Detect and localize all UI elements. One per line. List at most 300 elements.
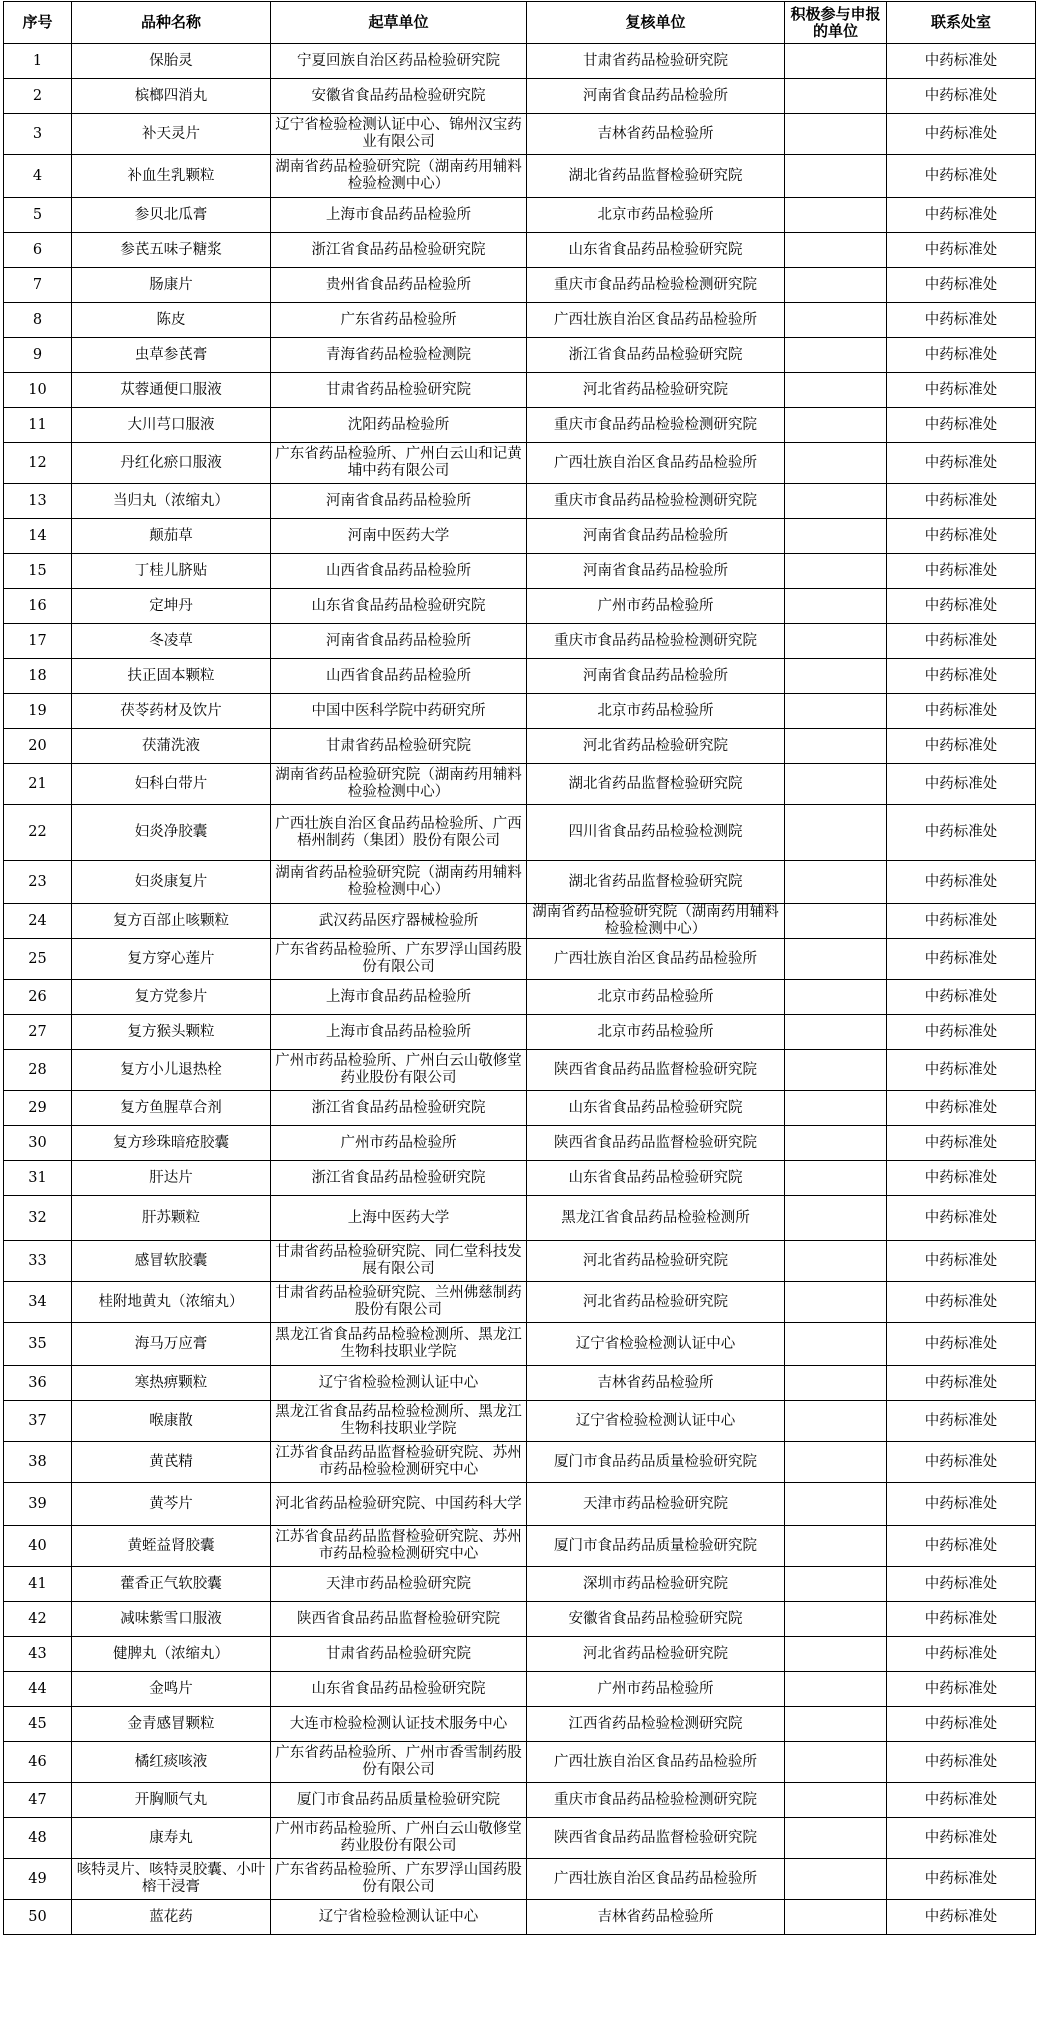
cell-office: 中药标准处 bbox=[887, 1602, 1036, 1637]
cell-drafter: 沈阳药品检验所 bbox=[271, 408, 527, 443]
cell-office: 中药标准处 bbox=[887, 980, 1036, 1015]
cell-participant bbox=[785, 1483, 887, 1526]
cell-drafter: 河南中医药大学 bbox=[271, 519, 527, 554]
cell-index: 33 bbox=[4, 1241, 72, 1282]
cell-name: 橘红痰咳液 bbox=[72, 1742, 271, 1783]
cell-participant bbox=[785, 303, 887, 338]
cell-participant bbox=[785, 1161, 887, 1196]
table-row bbox=[4, 729, 1036, 764]
table-row bbox=[4, 1900, 1036, 1935]
cell-office: 中药标准处 bbox=[887, 155, 1036, 198]
table-row bbox=[4, 1015, 1036, 1050]
cell-name: 妇科白带片 bbox=[72, 764, 271, 805]
cell-name: 参贝北瓜膏 bbox=[72, 198, 271, 233]
cell-index: 15 bbox=[4, 554, 72, 589]
cell-index: 21 bbox=[4, 764, 72, 805]
cell-participant bbox=[785, 861, 887, 904]
cell-participant bbox=[785, 1900, 887, 1935]
cell-participant bbox=[785, 1091, 887, 1126]
cell-name: 寒热痹颗粒 bbox=[72, 1366, 271, 1401]
cell-participant bbox=[785, 764, 887, 805]
cell-drafter: 山西省食品药品检验所 bbox=[271, 659, 527, 694]
cell-office: 中药标准处 bbox=[887, 1818, 1036, 1859]
cell-reviewer: 甘肃省药品检验研究院 bbox=[527, 44, 785, 79]
table-row bbox=[4, 1241, 1036, 1282]
cell-reviewer: 辽宁省检验检测认证中心 bbox=[527, 1401, 785, 1442]
cell-participant bbox=[785, 1050, 887, 1091]
cell-office: 中药标准处 bbox=[887, 114, 1036, 155]
cell-drafter: 黑龙江省食品药品检验检测所、黑龙江生物科技职业学院 bbox=[271, 1401, 527, 1442]
cell-participant bbox=[785, 1818, 887, 1859]
cell-office: 中药标准处 bbox=[887, 904, 1036, 939]
cell-drafter: 黑龙江省食品药品检验检测所、黑龙江生物科技职业学院 bbox=[271, 1323, 527, 1366]
cell-name: 开胸顺气丸 bbox=[72, 1783, 271, 1818]
cell-drafter: 青海省药品检验检测院 bbox=[271, 338, 527, 373]
cell-drafter: 湖南省药品检验研究院（湖南药用辅料检验检测中心） bbox=[271, 155, 527, 198]
table-row bbox=[4, 624, 1036, 659]
cell-office: 中药标准处 bbox=[887, 1323, 1036, 1366]
cell-drafter: 厦门市食品药品质量检验研究院 bbox=[271, 1783, 527, 1818]
cell-name: 冬凌草 bbox=[72, 624, 271, 659]
cell-participant bbox=[785, 1282, 887, 1323]
cell-office: 中药标准处 bbox=[887, 443, 1036, 484]
table-row bbox=[4, 1707, 1036, 1742]
cell-participant bbox=[785, 904, 887, 939]
table-row bbox=[4, 554, 1036, 589]
table-row bbox=[4, 1526, 1036, 1567]
cell-reviewer: 河南省食品药品检验所 bbox=[527, 519, 785, 554]
cell-participant bbox=[785, 1401, 887, 1442]
cell-reviewer: 山东省食品药品检验研究院 bbox=[527, 1091, 785, 1126]
cell-office: 中药标准处 bbox=[887, 484, 1036, 519]
header-participant: 积极参与申报的单位 bbox=[785, 2, 887, 44]
cell-reviewer: 北京市药品检验所 bbox=[527, 1015, 785, 1050]
cell-participant bbox=[785, 1196, 887, 1241]
cell-participant bbox=[785, 155, 887, 198]
cell-index: 10 bbox=[4, 373, 72, 408]
table-row bbox=[4, 1442, 1036, 1483]
cell-participant bbox=[785, 1366, 887, 1401]
cell-office: 中药标准处 bbox=[887, 589, 1036, 624]
cell-office: 中药标准处 bbox=[887, 373, 1036, 408]
cell-name: 黄芩片 bbox=[72, 1483, 271, 1526]
cell-reviewer: 陕西省食品药品监督检验研究院 bbox=[527, 1818, 785, 1859]
cell-office: 中药标准处 bbox=[887, 1196, 1036, 1241]
table-row bbox=[4, 1818, 1036, 1859]
table-row bbox=[4, 659, 1036, 694]
cell-participant bbox=[785, 1015, 887, 1050]
cell-reviewer: 重庆市食品药品检验检测研究院 bbox=[527, 408, 785, 443]
cell-name: 复方猴头颗粒 bbox=[72, 1015, 271, 1050]
table-row bbox=[4, 443, 1036, 484]
table-row bbox=[4, 861, 1036, 904]
cell-name: 蓝花药 bbox=[72, 1900, 271, 1935]
cell-name: 扶正固本颗粒 bbox=[72, 659, 271, 694]
cell-name: 感冒软胶囊 bbox=[72, 1241, 271, 1282]
cell-reviewer: 重庆市食品药品检验检测研究院 bbox=[527, 268, 785, 303]
cell-index: 3 bbox=[4, 114, 72, 155]
cell-reviewer: 广西壮族自治区食品药品检验所 bbox=[527, 1859, 785, 1900]
cell-drafter: 广东省药品检验所、广州白云山和记黄埔中药有限公司 bbox=[271, 443, 527, 484]
cell-name: 茯蒲洗液 bbox=[72, 729, 271, 764]
cell-drafter: 广西壮族自治区食品药品检验所、广西梧州制药（集团）股份有限公司 bbox=[271, 805, 527, 861]
cell-index: 48 bbox=[4, 1818, 72, 1859]
cell-index: 40 bbox=[4, 1526, 72, 1567]
cell-participant bbox=[785, 624, 887, 659]
cell-index: 34 bbox=[4, 1282, 72, 1323]
cell-reviewer: 广西壮族自治区食品药品检验所 bbox=[527, 1742, 785, 1783]
cell-drafter: 上海中医药大学 bbox=[271, 1196, 527, 1241]
cell-office: 中药标准处 bbox=[887, 1091, 1036, 1126]
cell-reviewer: 重庆市食品药品检验检测研究院 bbox=[527, 484, 785, 519]
cell-participant bbox=[785, 1742, 887, 1783]
cell-drafter: 广州市药品检验所、广州白云山敬修堂药业股份有限公司 bbox=[271, 1050, 527, 1091]
cell-drafter: 上海市食品药品检验所 bbox=[271, 198, 527, 233]
cell-name: 妇炎净胶囊 bbox=[72, 805, 271, 861]
cell-reviewer: 河南省食品药品检验所 bbox=[527, 79, 785, 114]
cell-office: 中药标准处 bbox=[887, 805, 1036, 861]
cell-drafter: 广东省药品检验所、广州市香雪制药股份有限公司 bbox=[271, 1742, 527, 1783]
cell-reviewer: 河南省食品药品检验所 bbox=[527, 554, 785, 589]
cell-office: 中药标准处 bbox=[887, 1859, 1036, 1900]
cell-drafter: 安徽省食品药品检验研究院 bbox=[271, 79, 527, 114]
cell-reviewer: 北京市药品检验所 bbox=[527, 694, 785, 729]
cell-office: 中药标准处 bbox=[887, 729, 1036, 764]
cell-reviewer: 四川省食品药品检验检测院 bbox=[527, 805, 785, 861]
table-row bbox=[4, 408, 1036, 443]
cell-index: 35 bbox=[4, 1323, 72, 1366]
cell-name: 丹红化瘀口服液 bbox=[72, 443, 271, 484]
cell-name: 桂附地黄丸（浓缩丸） bbox=[72, 1282, 271, 1323]
cell-index: 50 bbox=[4, 1900, 72, 1935]
cell-reviewer: 江西省药品检验检测研究院 bbox=[527, 1707, 785, 1742]
cell-participant bbox=[785, 114, 887, 155]
cell-name: 复方珍珠暗疮胶囊 bbox=[72, 1126, 271, 1161]
cell-index: 8 bbox=[4, 303, 72, 338]
cell-office: 中药标准处 bbox=[887, 268, 1036, 303]
cell-name: 丁桂儿脐贴 bbox=[72, 554, 271, 589]
cell-index: 13 bbox=[4, 484, 72, 519]
cell-index: 47 bbox=[4, 1783, 72, 1818]
cell-name: 康寿丸 bbox=[72, 1818, 271, 1859]
cell-reviewer: 重庆市食品药品检验检测研究院 bbox=[527, 624, 785, 659]
cell-drafter: 辽宁省检验检测认证中心 bbox=[271, 1366, 527, 1401]
cell-office: 中药标准处 bbox=[887, 1015, 1036, 1050]
table-body bbox=[4, 44, 1036, 1935]
cell-drafter: 湖南省药品检验研究院（湖南药用辅料检验检测中心） bbox=[271, 764, 527, 805]
cell-participant bbox=[785, 484, 887, 519]
cell-drafter: 武汉药品医疗器械检验所 bbox=[271, 904, 527, 939]
cell-office: 中药标准处 bbox=[887, 1567, 1036, 1602]
cell-index: 29 bbox=[4, 1091, 72, 1126]
cell-drafter: 山西省食品药品检验所 bbox=[271, 554, 527, 589]
table-row bbox=[4, 114, 1036, 155]
cell-drafter: 山东省食品药品检验研究院 bbox=[271, 1672, 527, 1707]
cell-participant bbox=[785, 338, 887, 373]
cell-participant bbox=[785, 939, 887, 980]
cell-drafter: 广东省药品检验所、广东罗浮山国药股份有限公司 bbox=[271, 1859, 527, 1900]
cell-drafter: 山东省食品药品检验研究院 bbox=[271, 589, 527, 624]
cell-index: 38 bbox=[4, 1442, 72, 1483]
cell-index: 23 bbox=[4, 861, 72, 904]
cell-name: 保胎灵 bbox=[72, 44, 271, 79]
cell-index: 32 bbox=[4, 1196, 72, 1241]
cell-participant bbox=[785, 1126, 887, 1161]
cell-participant bbox=[785, 373, 887, 408]
table-row bbox=[4, 1859, 1036, 1900]
table-row bbox=[4, 1567, 1036, 1602]
table-row bbox=[4, 1637, 1036, 1672]
cell-index: 1 bbox=[4, 44, 72, 79]
cell-reviewer: 河北省药品检验研究院 bbox=[527, 1637, 785, 1672]
cell-reviewer: 广西壮族自治区食品药品检验所 bbox=[527, 939, 785, 980]
cell-index: 46 bbox=[4, 1742, 72, 1783]
cell-participant bbox=[785, 443, 887, 484]
table-row bbox=[4, 79, 1036, 114]
cell-office: 中药标准处 bbox=[887, 1050, 1036, 1091]
cell-drafter: 江苏省食品药品监督检验研究院、苏州市药品检验检测研究中心 bbox=[271, 1442, 527, 1483]
cell-reviewer: 广西壮族自治区食品药品检验所 bbox=[527, 443, 785, 484]
cell-name: 茯苓药材及饮片 bbox=[72, 694, 271, 729]
cell-name: 复方小儿退热栓 bbox=[72, 1050, 271, 1091]
cell-participant bbox=[785, 1637, 887, 1672]
cell-participant bbox=[785, 694, 887, 729]
cell-index: 22 bbox=[4, 805, 72, 861]
cell-reviewer: 天津市药品检验研究院 bbox=[527, 1483, 785, 1526]
cell-participant bbox=[785, 554, 887, 589]
header-drafter: 起草单位 bbox=[271, 2, 527, 44]
cell-participant bbox=[785, 1442, 887, 1483]
cell-reviewer: 湖北省药品监督检验研究院 bbox=[527, 861, 785, 904]
cell-name: 健脾丸（浓缩丸） bbox=[72, 1637, 271, 1672]
cell-participant bbox=[785, 1672, 887, 1707]
cell-participant bbox=[785, 1567, 887, 1602]
cell-participant bbox=[785, 1859, 887, 1900]
cell-index: 28 bbox=[4, 1050, 72, 1091]
cell-reviewer: 厦门市食品药品质量检验研究院 bbox=[527, 1526, 785, 1567]
cell-participant bbox=[785, 1707, 887, 1742]
cell-reviewer: 重庆市食品药品检验检测研究院 bbox=[527, 1783, 785, 1818]
cell-index: 41 bbox=[4, 1567, 72, 1602]
cell-drafter: 河北省药品检验研究院、中国药科大学 bbox=[271, 1483, 527, 1526]
cell-drafter: 河南省食品药品检验所 bbox=[271, 484, 527, 519]
cell-reviewer: 广西壮族自治区食品药品检验所 bbox=[527, 303, 785, 338]
cell-drafter: 广东省药品检验所 bbox=[271, 303, 527, 338]
cell-participant bbox=[785, 198, 887, 233]
table-row bbox=[4, 805, 1036, 861]
cell-name: 补天灵片 bbox=[72, 114, 271, 155]
cell-drafter: 中国中医科学院中药研究所 bbox=[271, 694, 527, 729]
cell-participant bbox=[785, 1323, 887, 1366]
cell-name: 喉康散 bbox=[72, 1401, 271, 1442]
cell-office: 中药标准处 bbox=[887, 1401, 1036, 1442]
cell-office: 中药标准处 bbox=[887, 198, 1036, 233]
table-row bbox=[4, 1196, 1036, 1241]
cell-name: 参芪五味子糖浆 bbox=[72, 233, 271, 268]
cell-name: 金鸣片 bbox=[72, 1672, 271, 1707]
cell-name: 复方穿心莲片 bbox=[72, 939, 271, 980]
cell-reviewer: 河北省药品检验研究院 bbox=[527, 1241, 785, 1282]
cell-office: 中药标准处 bbox=[887, 1783, 1036, 1818]
cell-index: 14 bbox=[4, 519, 72, 554]
cell-office: 中药标准处 bbox=[887, 1672, 1036, 1707]
cell-index: 5 bbox=[4, 198, 72, 233]
cell-reviewer: 辽宁省检验检测认证中心 bbox=[527, 1323, 785, 1366]
cell-name: 大川芎口服液 bbox=[72, 408, 271, 443]
cell-drafter: 浙江省食品药品检验研究院 bbox=[271, 1091, 527, 1126]
cell-participant bbox=[785, 805, 887, 861]
table-row bbox=[4, 1282, 1036, 1323]
table-row bbox=[4, 1323, 1036, 1366]
cell-index: 39 bbox=[4, 1483, 72, 1526]
header-reviewer: 复核单位 bbox=[527, 2, 785, 44]
cell-index: 30 bbox=[4, 1126, 72, 1161]
cell-reviewer: 安徽省食品药品检验研究院 bbox=[527, 1602, 785, 1637]
cell-index: 49 bbox=[4, 1859, 72, 1900]
cell-drafter: 宁夏回族自治区药品检验研究院 bbox=[271, 44, 527, 79]
table-row bbox=[4, 373, 1036, 408]
table-row bbox=[4, 1126, 1036, 1161]
cell-reviewer: 吉林省药品检验所 bbox=[527, 114, 785, 155]
cell-index: 27 bbox=[4, 1015, 72, 1050]
cell-drafter: 天津市药品检验研究院 bbox=[271, 1567, 527, 1602]
cell-name: 复方百部止咳颗粒 bbox=[72, 904, 271, 939]
cell-office: 中药标准处 bbox=[887, 1900, 1036, 1935]
table-row bbox=[4, 764, 1036, 805]
table-row bbox=[4, 198, 1036, 233]
cell-index: 16 bbox=[4, 589, 72, 624]
cell-index: 11 bbox=[4, 408, 72, 443]
cell-name: 颠茄草 bbox=[72, 519, 271, 554]
cell-reviewer: 河南省食品药品检验所 bbox=[527, 659, 785, 694]
cell-index: 44 bbox=[4, 1672, 72, 1707]
cell-drafter: 甘肃省药品检验研究院 bbox=[271, 373, 527, 408]
cell-reviewer: 湖北省药品监督检验研究院 bbox=[527, 764, 785, 805]
cell-participant bbox=[785, 519, 887, 554]
cell-participant bbox=[785, 1783, 887, 1818]
table-row bbox=[4, 519, 1036, 554]
cell-office: 中药标准处 bbox=[887, 659, 1036, 694]
cell-name: 补血生乳颗粒 bbox=[72, 155, 271, 198]
cell-office: 中药标准处 bbox=[887, 694, 1036, 729]
cell-reviewer: 河北省药品检验研究院 bbox=[527, 729, 785, 764]
table-row bbox=[4, 939, 1036, 980]
cell-index: 43 bbox=[4, 1637, 72, 1672]
cell-name: 金青感冒颗粒 bbox=[72, 1707, 271, 1742]
cell-participant bbox=[785, 980, 887, 1015]
cell-drafter: 河南省食品药品检验所 bbox=[271, 624, 527, 659]
cell-drafter: 甘肃省药品检验研究院、同仁堂科技发展有限公司 bbox=[271, 1241, 527, 1282]
table-row bbox=[4, 980, 1036, 1015]
cell-name: 黄芪精 bbox=[72, 1442, 271, 1483]
cell-index: 42 bbox=[4, 1602, 72, 1637]
cell-office: 中药标准处 bbox=[887, 1126, 1036, 1161]
header-office: 联系处室 bbox=[887, 2, 1036, 44]
table-row bbox=[4, 1483, 1036, 1526]
cell-index: 12 bbox=[4, 443, 72, 484]
cell-name: 减味紫雪口服液 bbox=[72, 1602, 271, 1637]
cell-reviewer: 陕西省食品药品监督检验研究院 bbox=[527, 1126, 785, 1161]
cell-office: 中药标准处 bbox=[887, 1637, 1036, 1672]
cell-participant bbox=[785, 268, 887, 303]
cell-drafter: 辽宁省检验检测认证中心 bbox=[271, 1900, 527, 1935]
cell-drafter: 辽宁省检验检测认证中心、锦州汉宝药业有限公司 bbox=[271, 114, 527, 155]
table-row bbox=[4, 1366, 1036, 1401]
cell-name: 肠康片 bbox=[72, 268, 271, 303]
cell-index: 19 bbox=[4, 694, 72, 729]
cell-index: 24 bbox=[4, 904, 72, 939]
cell-index: 45 bbox=[4, 1707, 72, 1742]
cell-index: 26 bbox=[4, 980, 72, 1015]
cell-participant bbox=[785, 44, 887, 79]
cell-drafter: 浙江省食品药品检验研究院 bbox=[271, 233, 527, 268]
cell-office: 中药标准处 bbox=[887, 624, 1036, 659]
cell-participant bbox=[785, 589, 887, 624]
cell-name: 苁蓉通便口服液 bbox=[72, 373, 271, 408]
cell-index: 18 bbox=[4, 659, 72, 694]
cell-index: 37 bbox=[4, 1401, 72, 1442]
table-row bbox=[4, 233, 1036, 268]
cell-reviewer: 厦门市食品药品质量检验研究院 bbox=[527, 1442, 785, 1483]
table-row bbox=[4, 589, 1036, 624]
cell-drafter: 上海市食品药品检验所 bbox=[271, 1015, 527, 1050]
cell-index: 36 bbox=[4, 1366, 72, 1401]
cell-office: 中药标准处 bbox=[887, 1526, 1036, 1567]
cell-reviewer: 河北省药品检验研究院 bbox=[527, 373, 785, 408]
cell-reviewer: 深圳市药品检验研究院 bbox=[527, 1567, 785, 1602]
cell-name: 藿香正气软胶囊 bbox=[72, 1567, 271, 1602]
cell-index: 7 bbox=[4, 268, 72, 303]
table-row bbox=[4, 338, 1036, 373]
cell-name: 陈皮 bbox=[72, 303, 271, 338]
cell-reviewer: 广州市药品检验所 bbox=[527, 1672, 785, 1707]
cell-reviewer: 湖北省药品监督检验研究院 bbox=[527, 155, 785, 198]
table-row bbox=[4, 303, 1036, 338]
cell-office: 中药标准处 bbox=[887, 1742, 1036, 1783]
cell-participant bbox=[785, 79, 887, 114]
cell-name: 槟榔四消丸 bbox=[72, 79, 271, 114]
cell-name: 虫草参芪膏 bbox=[72, 338, 271, 373]
cell-name: 定坤丹 bbox=[72, 589, 271, 624]
cell-name: 肝达片 bbox=[72, 1161, 271, 1196]
cell-drafter: 湖南省药品检验研究院（湖南药用辅料检验检测中心） bbox=[271, 861, 527, 904]
cell-office: 中药标准处 bbox=[887, 1241, 1036, 1282]
cell-reviewer: 北京市药品检验所 bbox=[527, 980, 785, 1015]
cell-drafter: 浙江省食品药品检验研究院 bbox=[271, 1161, 527, 1196]
cell-drafter: 广东省药品检验所、广东罗浮山国药股份有限公司 bbox=[271, 939, 527, 980]
table-row bbox=[4, 694, 1036, 729]
cell-reviewer: 北京市药品检验所 bbox=[527, 198, 785, 233]
cell-name: 复方鱼腥草合剂 bbox=[72, 1091, 271, 1126]
cell-office: 中药标准处 bbox=[887, 1366, 1036, 1401]
table-row bbox=[4, 155, 1036, 198]
cell-reviewer: 黑龙江省食品药品检验检测所 bbox=[527, 1196, 785, 1241]
cell-drafter: 甘肃省药品检验研究院 bbox=[271, 1637, 527, 1672]
cell-participant bbox=[785, 1526, 887, 1567]
cell-office: 中药标准处 bbox=[887, 519, 1036, 554]
cell-drafter: 甘肃省药品检验研究院、兰州佛慈制药股份有限公司 bbox=[271, 1282, 527, 1323]
cell-participant bbox=[785, 1602, 887, 1637]
header-index: 序号 bbox=[4, 2, 72, 44]
cell-office: 中药标准处 bbox=[887, 764, 1036, 805]
cell-participant bbox=[785, 659, 887, 694]
cell-index: 20 bbox=[4, 729, 72, 764]
cell-office: 中药标准处 bbox=[887, 1483, 1036, 1526]
cell-name: 肝苏颗粒 bbox=[72, 1196, 271, 1241]
cell-name: 咳特灵片、咳特灵胶囊、小叶榕干浸膏 bbox=[72, 1859, 271, 1900]
cell-name: 妇炎康复片 bbox=[72, 861, 271, 904]
table-row bbox=[4, 484, 1036, 519]
